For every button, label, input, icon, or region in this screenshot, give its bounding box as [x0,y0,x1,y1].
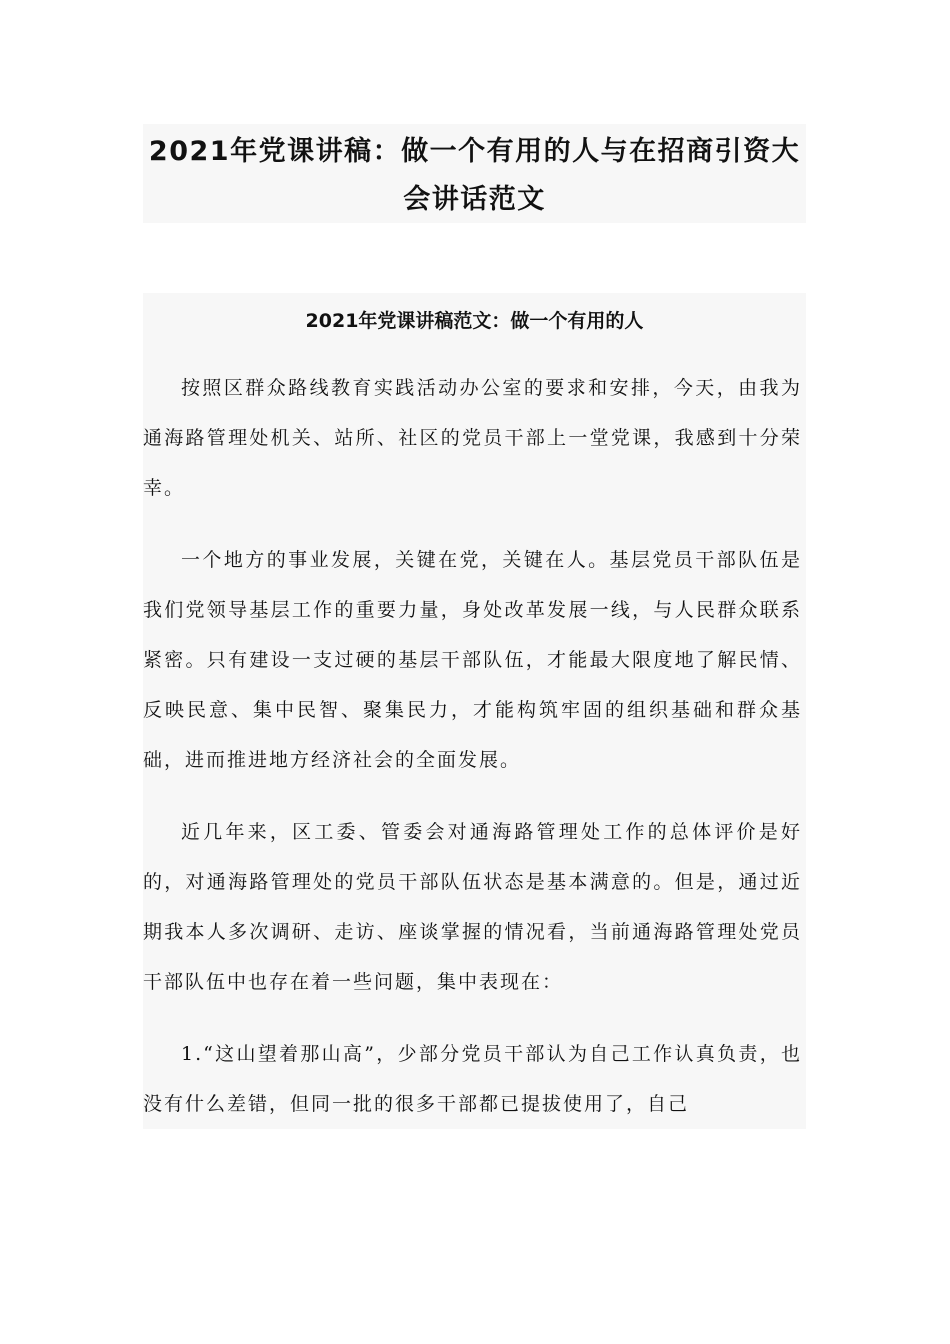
paragraph: 一个地方的事业发展，关键在党，关键在人。基层党员干部队伍是我们党领导基层工作的重要力量，身处改革发展一线，与人民群众联系紧密。只有建设一支过硬的基层干部队伍，才能最大限度地了解民情、反映民意、集中民智、聚集民力，才能构筑牢固的组织基础和群众基础，进而推进地方经济社会的全面发展。 [143,549,802,771]
paragraph: 按照区群众路线教育实践活动办公室的要求和安排，今天，由我为通海路管理处机关、站所、社区的党员干部上一堂党课，我感到十分荣幸。 [143,377,802,499]
document-title: 2021年党课讲稿：做一个有用的人与在招商引资大会讲话范文 [148,136,801,215]
paragraph: 近几年来，区工委、管委会对通海路管理处工作的总体评价是好的，对通海路管理处的党员干部队伍状态是基本满意的。但是，通过近期我本人多次调研、走访、座谈掌握的情况看，当前通海路管理处党员干部队伍中也存在着一些问题，集中表现在： [143,821,802,993]
title-block [143,124,806,223]
document-body [143,293,806,1129]
paragraph: 1.“这山望着那山高”，少部分党员干部认为自己工作认真负责，也没有什么差错，但同一批的很多干部都已提拔使用了，自己 [143,1043,802,1115]
section-heading: 2021年党课讲稿范文：做一个有用的人 [305,310,644,332]
